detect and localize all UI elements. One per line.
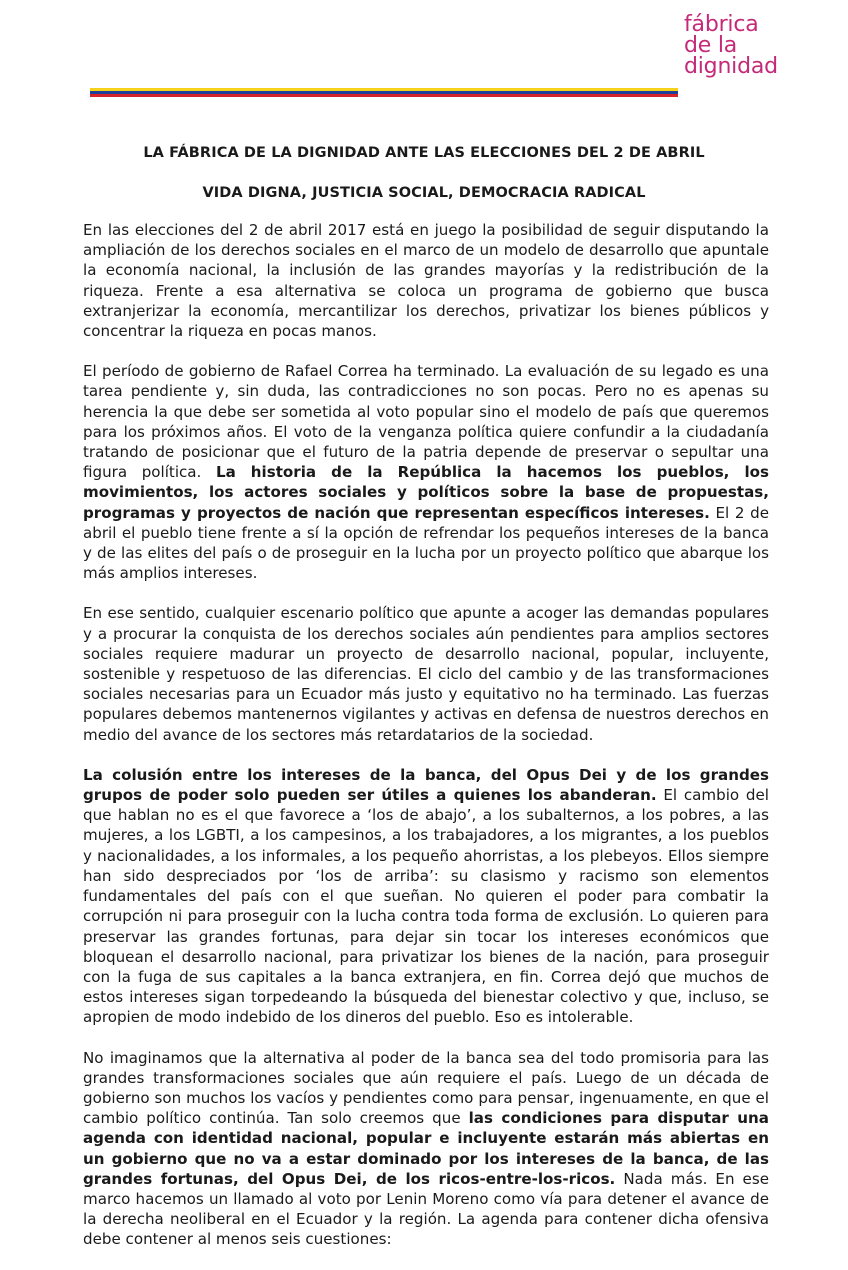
document-title: LA FÁBRICA DE LA DIGNIDAD ANTE LAS ELECCIONES DEL 2 DE ABRIL — [143, 145, 705, 161]
document-subtitle: VIDA DIGNA, JUSTICIA SOCIAL, DEMOCRACIA RADICAL — [202, 185, 646, 201]
paragraph-2-bold: La historia de la República la hacemos los pueblos, los movimientos, los actores sociales y políticos sobre la base de propuestas, programas y proyectos de nación que representan específicos intereses. — [83, 463, 769, 522]
paragraph-5-bold: las condiciones para disputar una agenda con identidad nacional, popular e incluyente estarán más abiertas en un gobierno que no va a estar dominado por los intereses de la banca, de las grandes fortunas, del Opus Dei, de los ricos-entre-los-ricos. — [83, 1109, 769, 1188]
paragraph-2 — [83, 361, 769, 583]
paragraph-5-text-c: Nada más. En ese marco hacemos un llamado al voto por Lenin Moreno como vía para detener el avance de la derecha neoliberal en el Ecuador y la región. La agenda para contener dicha ofensiva debe contener al menos seis cuestiones: — [83, 1169, 769, 1249]
paragraph-5-text-a: No imaginamos que la alternativa al poder de la banca sea del todo promisoria para las grandes transformaciones sociales que aún requiere el país. Luego de un década de gobierno son muchos los vacíos y pendientes como para pensar, ingenuamente, en que el cambio político continúa. Tan solo creemos que — [83, 1048, 769, 1128]
logo — [684, 14, 802, 77]
paragraph-4 — [83, 765, 769, 1028]
paragraph-5 — [83, 1048, 769, 1250]
paragraph-2-text-c: El 2 de abril el pueblo tiene frente a sí la opción de refrendar los pequeños intereses de la banca y de las elites del país o de proseguir en la lucha por un proyecto político que abarque los más amplios intereses. — [83, 503, 769, 583]
flag-red-band — [90, 94, 678, 97]
paragraph-4-bold: La colusión entre los intereses de la banca, del Opus Dei y de los grandes grupos de poder solo pueden ser útiles a quienes los abanderan. — [83, 765, 769, 805]
paragraph-1: En las elecciones del 2 de abril 2017 está en juego la posibilidad de seguir disputando la ampliación de los derechos sociales en el marco de un modelo de desarrollo que apuntale la economía nacional, la inclusión de las grandes mayorías y la redistribución de la riqueza. Frente a esa alternativa se coloca un programa de gobierno que busca extranjerizar la economía, mercantilizar los derechos, privatizar los bienes públicos y concentrar la riqueza en pocas manos. — [83, 221, 769, 341]
logo-line-3: dignidad — [684, 54, 778, 79]
paragraph-4-text: El cambio del que hablan no es el que favorece a ‘los de abajo’, a los subalternos, a los pobres, a las mujeres, a los LGBTI, a los campesinos, a los trabajadores, a los migrantes, a los pueblos y nacionalidades, a los informales, a los pequeño ahorristas, a los plebeyos. Ellos siempre han sido despreciados por ‘los de arriba’: su clasismo y racismo son elementos fundamentales del país con el que sueñan. No quieren el poder para combatir la corrupción ni para proseguir con la lucha contra toda forma de exclusión. Lo quieren para preservar las grandes fortunas, para dejar sin tocar los intereses económicos que bloquean el desarrollo nacional, para privatizar los bienes de la nación, para proseguir con la fuga de sus capitales a la banca extranjera, en fin. Correa dejó que muchos de estos intereses sigan torpedeando la búsqueda del bienestar colectivo y que, incluso, se apropien de modo indebido de los dineros del pueblo. Eso es intolerable. — [83, 786, 769, 1027]
flag-stripe — [90, 88, 678, 97]
logo-line-2: de la — [684, 33, 738, 58]
document-body — [83, 220, 769, 1270]
paragraph-2-text-a: El período de gobierno de Rafael Correa ha terminado. La evaluación de su legado es una tarea pendiente y, sin duda, las contradicciones no son pocas. Pero no es apenas su herencia la que debe ser sometida al voto popular sino el modelo de país que queremos para los próximos años. El voto de la venganza política quiere confundir a la ciudadanía tratando de posicionar que el futuro de la patria depende de preservar o sepultar una figura política. — [83, 362, 769, 482]
logo-line-1: fábrica — [684, 12, 759, 37]
paragraph-3: En ese sentido, cualquier escenario político que apunte a acoger las demandas populares y a procurar la conquista de los derechos sociales aún pendientes para amplios sectores sociales requiere madurar un proyecto de desarrollo nacional, popular, incluyente, sostenible y respetuoso de las diferencias. El ciclo del cambio y de las transformaciones sociales necesarias para un Ecuador más justo y equitativo no ha terminado. Las fuerzas populares debemos mantenernos vigilantes y activas en defensa de nuestros derechos en medio del avance de los sectores más retardatarios de la sociedad. — [83, 604, 769, 744]
